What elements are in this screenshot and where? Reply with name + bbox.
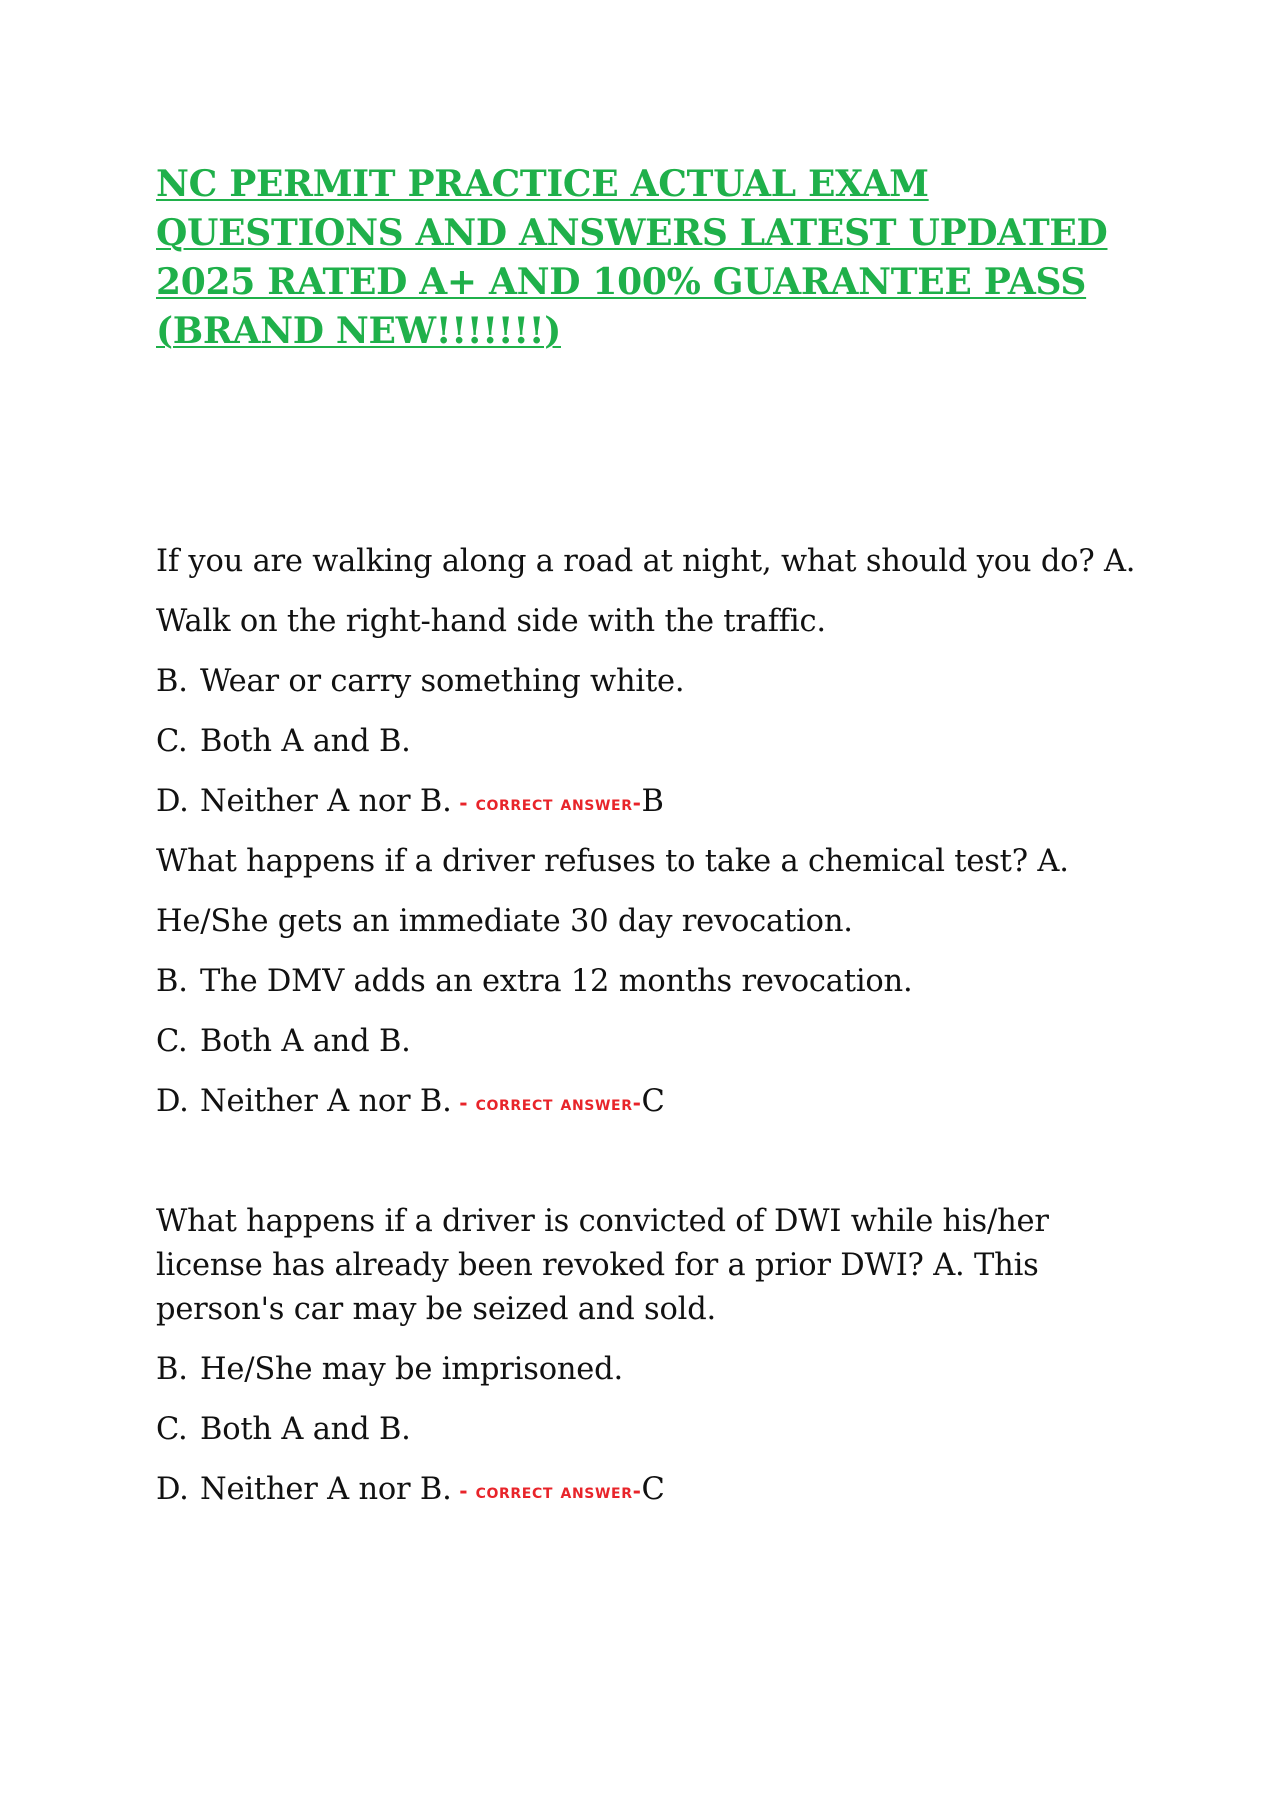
answer-letter: C [641, 1084, 665, 1119]
option-text: Both A and B. [200, 1024, 411, 1059]
answer-letter: C [641, 1472, 665, 1507]
option-text: Both A and B. [200, 1412, 411, 1447]
question-list [156, 540, 1156, 1528]
option-text: Wear or carry something white. [200, 664, 685, 699]
option-c [156, 720, 1156, 780]
option-text: He/She may be imprisoned. [200, 1352, 623, 1387]
option-d [156, 1080, 1156, 1140]
option-text: Neither A nor B. [200, 1472, 452, 1507]
option-text: The DMV adds an extra 12 months revocation. [200, 964, 913, 999]
document-title: NC PERMIT PRACTICE ACTUAL EXAM QUESTIONS AND ANSWERS LATEST UPDATED 2025 RATED A+ AND 100% GUARANTEE PASS (BRAND NEW!!!!!!!) [156, 163, 1108, 352]
option-letter: C. [156, 1412, 188, 1447]
option-b [156, 1348, 1156, 1408]
option-letter: D. [156, 1472, 189, 1507]
question-text-line: If you are walking along a road at night, what should you do? A. [156, 544, 1136, 579]
correct-answer-label: - correct answer- [451, 1479, 642, 1503]
option-letter: B. [156, 964, 188, 999]
option-letter: D. [156, 784, 189, 819]
question-text-line: Walk on the right-hand side with the traffic. [156, 604, 826, 639]
question-text-line: He/She gets an immediate 30 day revocation. [156, 904, 853, 939]
question-text: What happens if a driver is convicted of DWI while his/her license has already been revoked for a prior DWI? A. This person's car may be seized and sold. [156, 1204, 1049, 1327]
option-b [156, 960, 1156, 1020]
option-d [156, 780, 1156, 840]
option-letter: B. [156, 1352, 188, 1387]
option-letter: C. [156, 724, 188, 759]
option-text: Neither A nor B. [200, 784, 452, 819]
question-text-line: What happens if a driver refuses to take a chemical test? A. [156, 844, 1069, 879]
option-d [156, 1468, 1156, 1528]
option-text: Both A and B. [200, 724, 411, 759]
option-b [156, 660, 1156, 720]
correct-answer-label: - correct answer- [451, 1091, 642, 1115]
question-2 [156, 840, 1156, 1140]
option-letter: D. [156, 1084, 189, 1119]
option-c [156, 1020, 1156, 1080]
option-text: Neither A nor B. [200, 1084, 452, 1119]
spacer [156, 1140, 1156, 1200]
correct-answer-label: - correct answer- [451, 791, 642, 815]
question-3 [156, 1200, 1156, 1528]
answer-letter: B [641, 784, 664, 819]
option-letter: B. [156, 664, 188, 699]
option-c [156, 1408, 1156, 1468]
option-letter: C. [156, 1024, 188, 1059]
question-1 [156, 540, 1156, 840]
